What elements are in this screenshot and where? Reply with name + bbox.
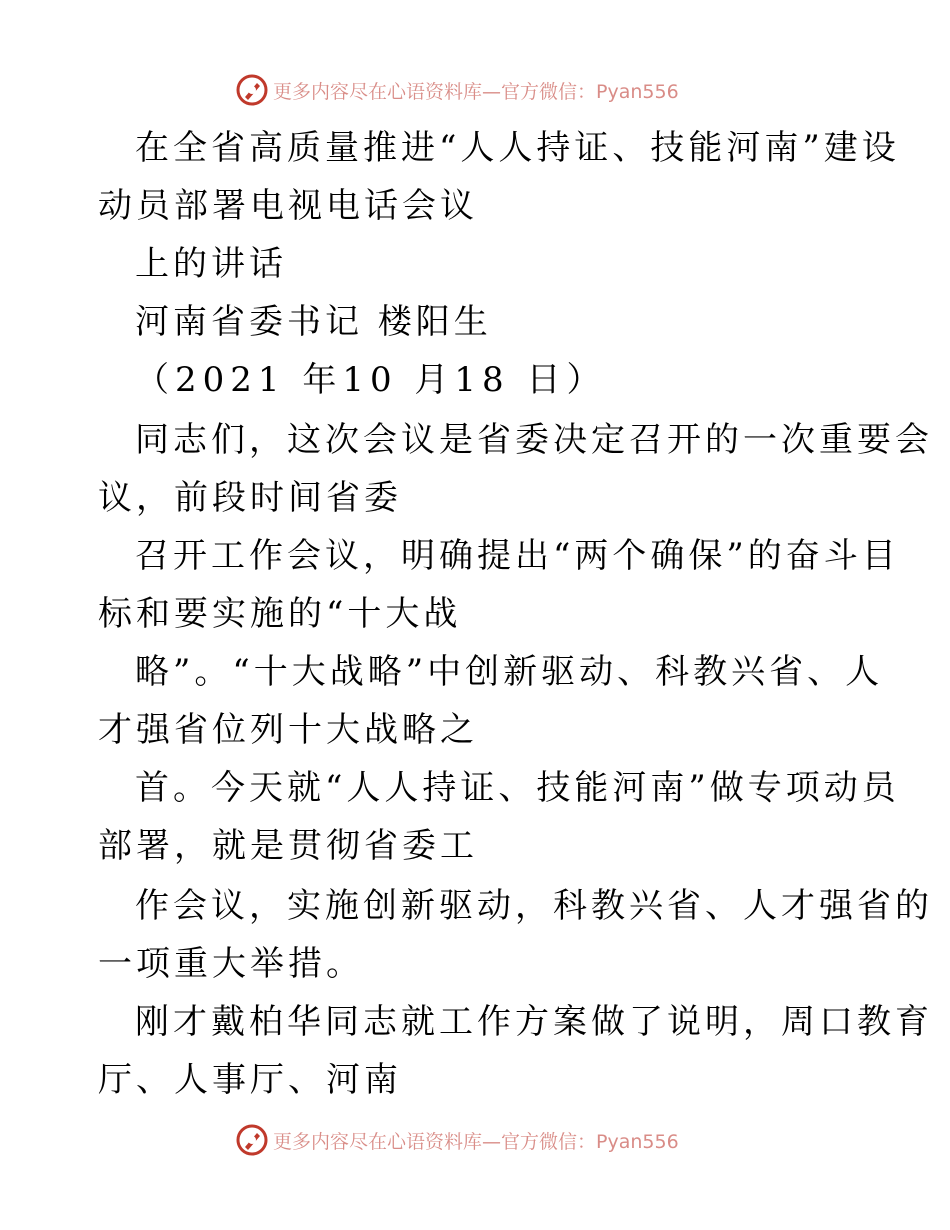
pen-seal-icon [235,73,269,107]
watermark-text: 更多内容尽在心语资料库—官方微信：Pyan556 [273,1130,679,1153]
paragraph-line: 首。今天就“人人持证、技能河南”做专项动员 [135,768,900,808]
footer-watermark [235,1122,679,1158]
paragraph-line: 刚才戴柏华同志就工作方案做了说明，周口教育 [135,1002,933,1042]
title-line-3: 上的讲话 [135,244,287,284]
pen-seal-icon [235,1123,269,1157]
paragraph-line: 部署，就是贯彻省委工 [98,826,478,866]
paragraph-line: 才强省位列十大战略之 [98,710,478,750]
paragraph-line: 标和要实施的“十大战 [98,594,462,634]
watermark-text: 更多内容尽在心语资料库—官方微信：Pyan556 [273,80,679,103]
date-line: （2021 年10 月18 日） [135,360,607,400]
title-line-1: 在全省高质量推进“人人持证、技能河南”建设 [135,128,900,168]
paragraph-line: 召开工作会议，明确提出“两个确保”的奋斗目 [135,536,900,576]
header-watermark [235,72,679,108]
paragraph-line: 同志们，这次会议是省委决定召开的一次重要会 [135,420,933,460]
title-line-2: 动员部署电视电话会议 [98,186,478,226]
author-line: 河南省委书记 楼阳生 [135,302,492,342]
paragraph-line: 一项重大举措。 [98,944,364,984]
paragraph-line: 作会议，实施创新驱动，科教兴省、人才强省的 [135,886,933,926]
paragraph-line: 厅、人事厅、河南 [98,1060,402,1100]
paragraph-line: 议，前段时间省委 [98,478,402,518]
paragraph-line: 略”。“十大战略”中创新驱动、科教兴省、人 [135,652,884,692]
